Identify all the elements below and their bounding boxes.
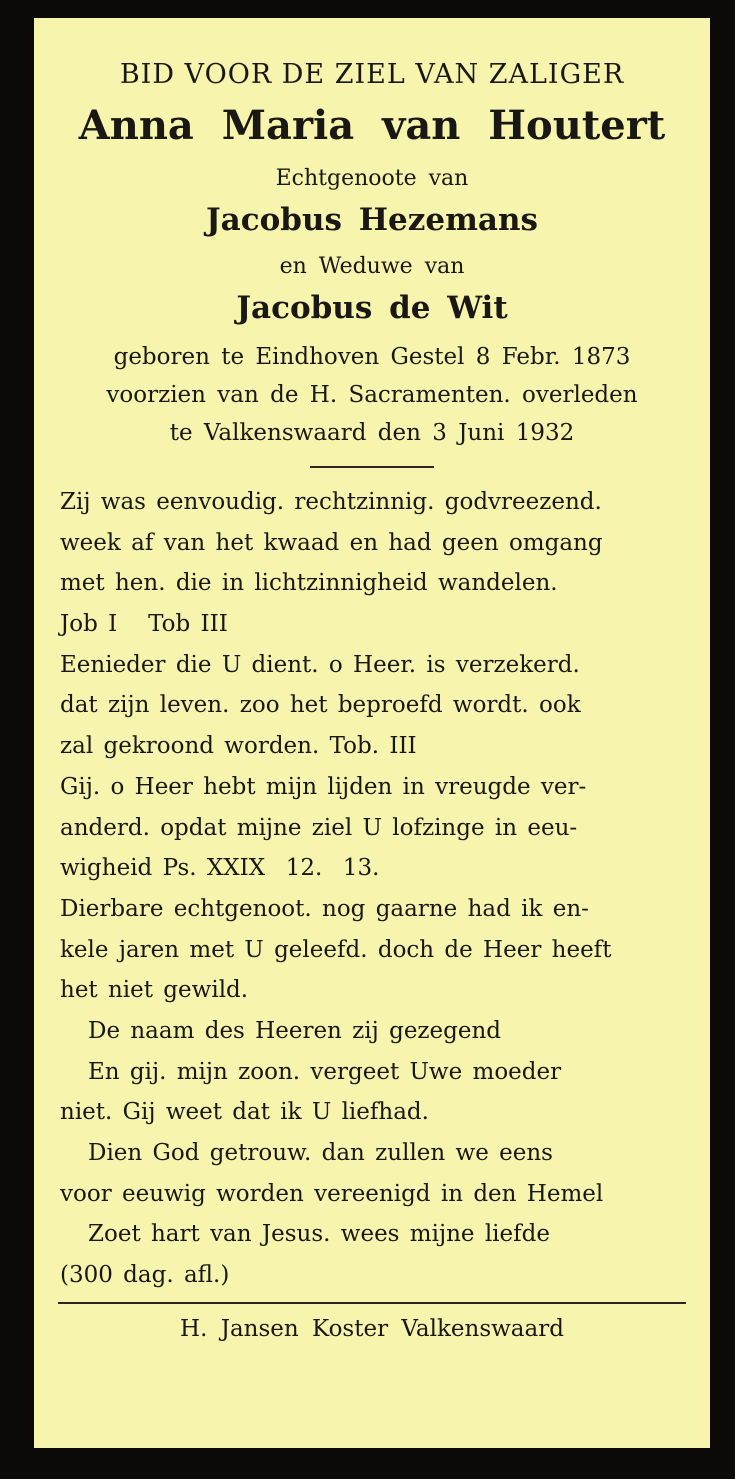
verse-line: dat zijn leven. zoo het beproefd wordt. ook <box>60 692 581 719</box>
verse-line: Dierbare echtgenoot. nog gaarne had ik en- <box>60 895 589 922</box>
spouse-name: Jacobus Hezemans <box>206 202 538 238</box>
verse-line: De naam des Heeren zij gezegend <box>88 1017 502 1044</box>
widow-label: en Weduwe van <box>279 254 465 279</box>
verse-reference: Tob. III <box>329 733 417 760</box>
printer-credit: H. Jansen Koster Valkenswaard <box>180 1315 564 1342</box>
verse-text: wigheid <box>60 855 153 882</box>
verse-line: Eenieder die U dient. o Heer. is verzekerd. <box>60 651 580 678</box>
verse-line: voor eeuwig worden vereenigd in den Hemel <box>60 1180 604 1207</box>
verse-line: Zoet hart van Jesus. wees mijne liefde <box>88 1221 550 1248</box>
birth-line: geboren te Eindhoven Gestel 8 Febr. 1873 <box>113 344 631 370</box>
verse-line-with-reference <box>60 726 684 767</box>
verse-line-with-reference <box>60 848 684 889</box>
verses-block <box>60 482 684 1296</box>
indulgence-note: (300 dag. afl.) <box>60 1262 230 1289</box>
spouse-label: Echtgenoote van <box>275 166 469 191</box>
verse-line: met hen. die in lichtzinnigheid wandelen. <box>60 570 558 597</box>
verse-line: week af van het kwaad en had geen omgang <box>60 529 603 556</box>
verse-reference: Job I Tob III <box>60 611 228 638</box>
verse-line: kele jaren met U geleefd. doch de Heer heeft <box>60 936 612 963</box>
sacraments-line: voorzien van de H. Sacramenten. overleden <box>106 382 638 408</box>
verse-line: En gij. mijn zoon. vergeet Uwe moeder <box>88 1058 562 1085</box>
verse-line: anderd. opdat mijne ziel U lofzinge in eeu- <box>60 814 578 841</box>
memorial-card <box>34 18 710 1448</box>
card-header <box>60 58 684 452</box>
verse-line: Dien God getrouw. dan zullen we eens <box>88 1140 553 1166</box>
footer-divider <box>58 1302 686 1304</box>
verse-reference: Ps. XXIX 12. 13. <box>162 855 380 882</box>
verse-text: zal gekroond worden. <box>60 733 320 760</box>
deceased-name: Anna Maria van Houtert <box>78 102 666 149</box>
death-line: te Valkenswaard den 3 Juni 1932 <box>169 420 575 446</box>
header-divider <box>310 466 434 468</box>
verse-line: Zij was eenvoudig. rechtzinnig. godvreezend. <box>60 489 602 515</box>
invocation-text: BID VOOR DE ZIEL VAN ZALIGER <box>119 59 625 90</box>
verse-line: niet. Gij weet dat ik U liefhad. <box>60 1099 429 1126</box>
verse-line: het niet gewild. <box>60 977 249 1004</box>
verse-line: Gij. o Heer hebt mijn lijden in vreugde ver- <box>60 773 587 800</box>
late-spouse-name: Jacobus de Wit <box>236 290 508 326</box>
